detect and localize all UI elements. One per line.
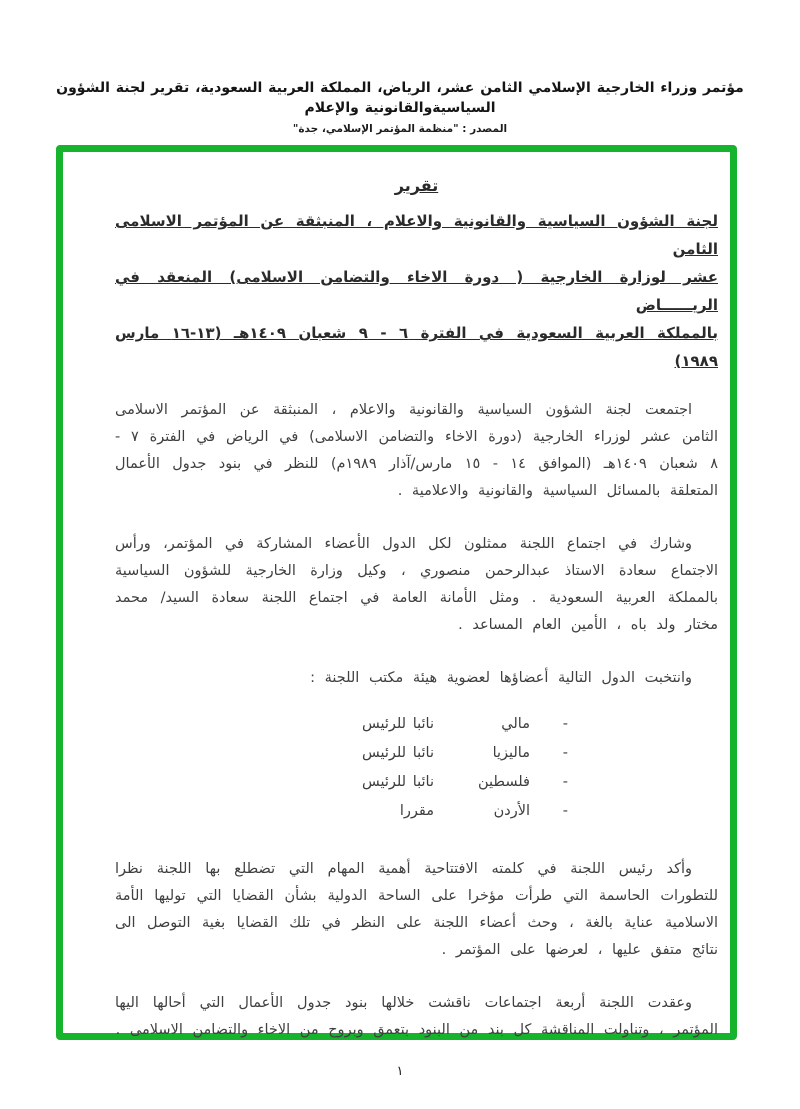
list-dash: - xyxy=(562,716,568,732)
paragraph-meeting: اجتمعت لجنة الشؤون السياسية والقانونية والاعلام ، المنبثقة عن المؤتمر الاسلامى الثامن عشر لوزراء الخارجية (دورة الاخاء والتضامن الاسلامى) في الرياض في الفترة ٧ - ٨ شعبان ١٤٠٩هـ (الموافق ١٤ - ١٥ مارس/آذار ١٩٨٩م) للنظر في بنود جدول الأعمال المتعلقة بالمسائل السياسية والقانونية والاعلامية . xyxy=(115,402,718,499)
report-title: تقرير xyxy=(394,176,439,195)
report-heading-line: عشر لوزارة الخارجية ( دورة الاخاء والتضامن الاسلامى) المنعقد في الريــــــاض xyxy=(115,268,718,314)
list-dash: - xyxy=(562,745,568,761)
header-title: مؤتمر وزراء الخارجية الإسلامي الثامن عشر، الرياض، المملكة العربية السعودية، تقرير لجنة الشؤون السياسيةوالقانونية والإعلام xyxy=(56,80,744,116)
report-heading xyxy=(115,207,718,375)
page-number: ١ xyxy=(396,1064,404,1079)
list-dash: - xyxy=(562,774,568,790)
highlight-frame xyxy=(56,145,737,1040)
officer-role: نائبا للرئيس xyxy=(361,716,434,732)
header-source: المصدر : "منظمة المؤتمر الإسلامي، جدة" xyxy=(292,123,508,135)
officer-country: فلسطين xyxy=(478,774,530,790)
paragraph-chairman: وأكد رئيس اللجنة في كلمته الافتتاحية أهمية المهام التي تضطلع بها اللجنة نظرا للتطورات الحاسمة التي طرأت مؤخرا على الساحة الدولية بشأن القضايا التي توليها الأمة الاسلامية عناية بالغة ، وحث أعضاء اللجنة على النظر في تلك القضايا بغية التوصل الى نتائج متفق عليها ، لعرضها على المؤتمر . xyxy=(115,861,718,958)
officer-role: نائبا للرئيس xyxy=(361,745,434,761)
officer-row xyxy=(115,797,568,826)
officers-list xyxy=(115,710,568,826)
officer-row xyxy=(115,710,568,739)
officer-row xyxy=(115,768,568,797)
officer-country: الأردن xyxy=(493,803,530,819)
list-dash: - xyxy=(562,803,568,819)
report-heading-line: بالمملكة العربية السعودية في الفترة ٦ - ٩ شعبان ١٤٠٩هـ (١٣-١٦ مارس ١٩٨٩) xyxy=(115,324,718,370)
officer-role: مقررا xyxy=(399,803,434,819)
officer-country: مالي xyxy=(501,716,530,732)
report-body xyxy=(63,152,730,1038)
paragraph-participants: وشارك في اجتماع اللجنة ممثلون لكل الدول الأعضاء المشاركة في المؤتمر، ورأس الاجتماع سعادة الاستاذ عبدالرحمن منصوري ، وكيل وزارة الخارجية للشؤون السياسية بالمملكة العربية السعودية . ومثل الأمانة العامة في اجتماع اللجنة سعادة السيد/ محمد مختار ولد باه ، الأمين العام المساعد . xyxy=(115,536,718,633)
officer-role: نائبا للرئيس xyxy=(361,774,434,790)
document-header xyxy=(30,78,770,135)
report-heading-line: لجنة الشؤون السياسية والقانونية والاعلام ، المنبثقة عن المؤتمر الاسلامى الثامن xyxy=(115,212,718,258)
officer-country: ماليزيا xyxy=(492,745,530,761)
officers-intro: وانتخبت الدول التالية أعضاؤها لعضوية هيئة مكتب اللجنة : xyxy=(310,670,692,686)
paragraph-sessions: وعقدت اللجنة أربعة اجتماعات ناقشت خلالها بنود جدول الأعمال التي أحالها اليها المؤتمر ، وتناولت المناقشة كل بند من البنود بتعمق وبروح من الاخاء والتضامن الاسلامى . xyxy=(115,995,718,1038)
officer-row xyxy=(115,739,568,768)
